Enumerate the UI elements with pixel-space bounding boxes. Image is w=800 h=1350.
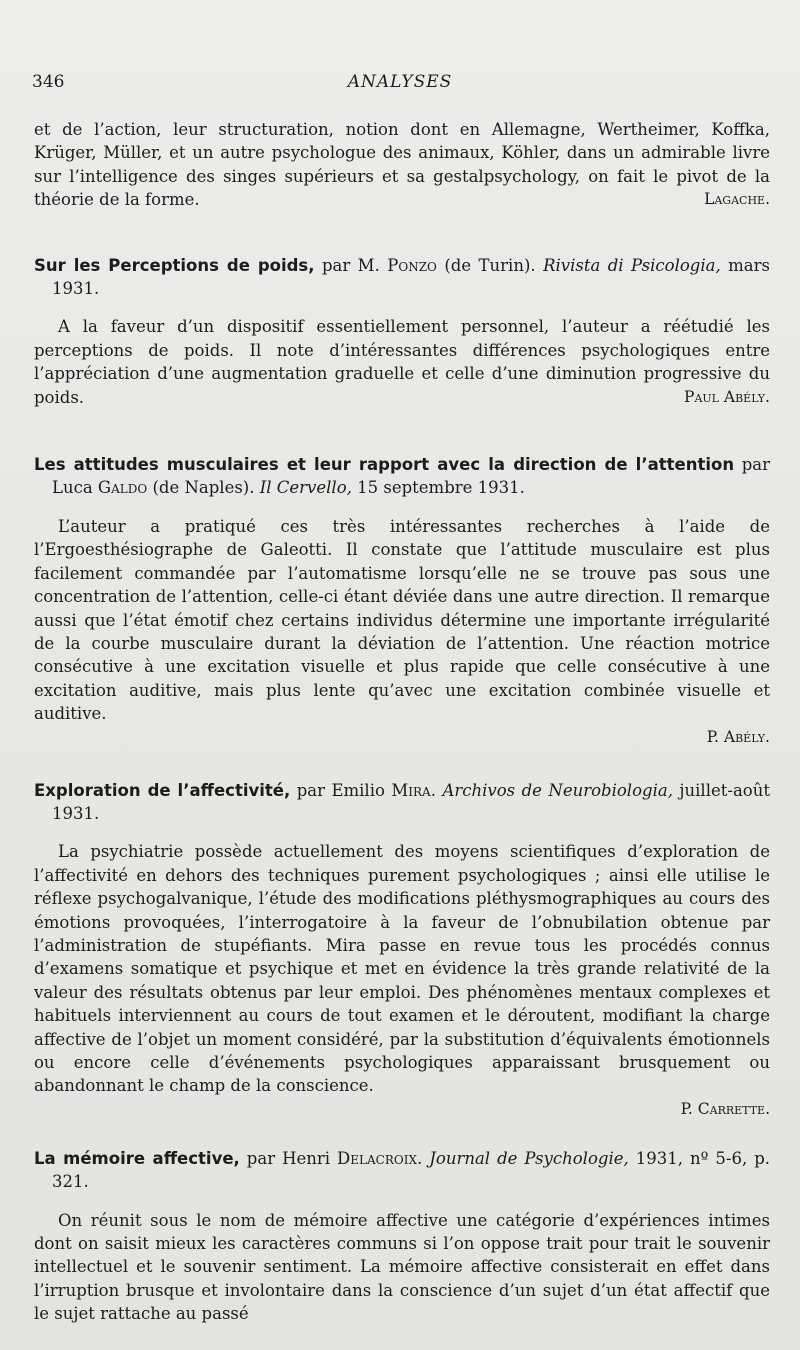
- review-body: L’auteur a pratiqué ces très intéressantes recherches à l’aide de l’Ergoesthésiographe de Galeotti. Il constate que l’attitude musculaire est plus facilement commandée par l’automatisme lorsqu’elle ne se trouve pas sous une concentration de l’attention, celle-ci étant déviée dans une autre direction. Il remarque aussi que l’état émotif chez certains individus détermine une importante irrégularité de la courbe musculaire durant la déviation de l’attention. Une réaction motrice consécutive à une excitation visuelle et plus rapide que celle consécutive à une excitation auditive, mais plus lente qu’avec une excitation combinée visuelle et auditive.: [34, 516, 770, 724]
- entry-heading: [34, 453, 770, 500]
- continuation-block: [34, 118, 770, 212]
- source-date: mars 1931.: [52, 255, 770, 299]
- article-title: La mémoire affective,: [34, 1148, 240, 1168]
- page-number: 346: [32, 72, 65, 92]
- author-location: (de Naples).: [147, 478, 260, 498]
- continuation-body: et de l’action, leur structuration, notion dont en Allemagne, Wertheimer, Koffka, Krüger, Müller, et un autre psychologue des animaux, Köhler, dans un admirable livre sur l’intelligence des singes supérieurs et sa gestalpsychology, on fait le pivot de la théorie de la forme.: [34, 120, 770, 210]
- author-name: Galdo: [97, 478, 148, 498]
- review-entry: [34, 1147, 770, 1326]
- page-content: [34, 118, 770, 1326]
- review-body: On réunit sous le nom de mémoire affective une catégorie d’expériences intimes dont on saisit mieux les caractères communs si l’on oppose trait pour trait le souvenir intellectuel et le souvenir sentiment. La mémoire affective consisterait en effet dans l’irruption brusque et involontaire dans la conscience d’un sujet d’un état affectif que le sujet rattache au passé: [34, 1210, 770, 1324]
- source-date: 1931, nº 5-6, p. 321.: [52, 1148, 770, 1192]
- source-date: juillet-août 1931.: [52, 780, 770, 823]
- review-body: [34, 315, 770, 409]
- source-journal: Journal de Psychologie,: [429, 1148, 629, 1168]
- entry-heading: [34, 1147, 770, 1194]
- source-date: 15 septembre 1931.: [351, 478, 525, 498]
- article-title: Les attitudes musculaires et leur rapport avec la direction de l’attention: [34, 455, 735, 475]
- review-entry: [34, 254, 770, 409]
- byline: par Henri: [239, 1148, 338, 1168]
- continuation-signature: Lagache.: [704, 190, 770, 209]
- entry-heading: [34, 779, 770, 826]
- byline: par Emilio: [290, 780, 392, 800]
- review-entry: [34, 453, 770, 748]
- review-entry: [34, 779, 770, 1121]
- article-title: Exploration de l’affectivité,: [34, 780, 291, 800]
- running-head: [32, 72, 768, 98]
- author-name: Delacroix.: [337, 1148, 423, 1168]
- reviewer-signature: P. Abély.: [706, 727, 770, 746]
- source-journal: Rivista di Psicologia,: [543, 255, 721, 275]
- byline: par M.: [314, 255, 388, 275]
- review-body: La psychiatrie possède actuellement des moyens scientifiques d’exploration de l’affectivité en dehors des techniques purement psychologiques ; ainsi elle utilise le réflexe psychogalvanique, l’étude des modifications pléthysmographiques au cours des émotions provoquées, l’interrogatoire à la faveur de l’obnubilation obtenue par l’administration de stupéfiants. Mira passe en revue tous les procédés connus d’examens somatique et psychique et met en évidence la très grande relativité de la valeur des résultats obtenus par leur emploi. Des phénomènes mentaux complexes et habituels interviennent au cours de tout examen et le déroutent, modifiant la charge affective de l’objet un moment considéré, par la substitution d’équivalents émotionnels ou encore celle d’événements psychologiques apparaissant brusquement ou abandonnant le champ de la conscience.: [34, 842, 770, 1096]
- review-text: A la faveur d’un dispositif essentiellement personnel, l’auteur a réétudié les perceptions de poids. Il note d’intéressantes différences psychologiques entre l’appréciation d’une augmentation graduelle et celle d’une diminution progressive du poids.: [34, 317, 770, 407]
- article-title: Sur les Perceptions de poids,: [34, 255, 315, 275]
- continuation-text: [34, 118, 770, 212]
- entry-heading: [34, 254, 770, 301]
- author-name: Ponzo: [387, 255, 437, 275]
- journal-title: ANALYSES: [347, 72, 453, 92]
- reviewer-signature: Paul Abély.: [684, 387, 770, 406]
- source-journal: Il Cervello,: [259, 478, 352, 498]
- source-journal: Archivos de Neurobiologia,: [442, 780, 673, 800]
- author-name: Mira.: [391, 780, 436, 800]
- reviewer-signature: P. Carrette.: [680, 1099, 770, 1118]
- byline: par Luca: [52, 455, 770, 498]
- author-location: (de Turin).: [436, 255, 544, 275]
